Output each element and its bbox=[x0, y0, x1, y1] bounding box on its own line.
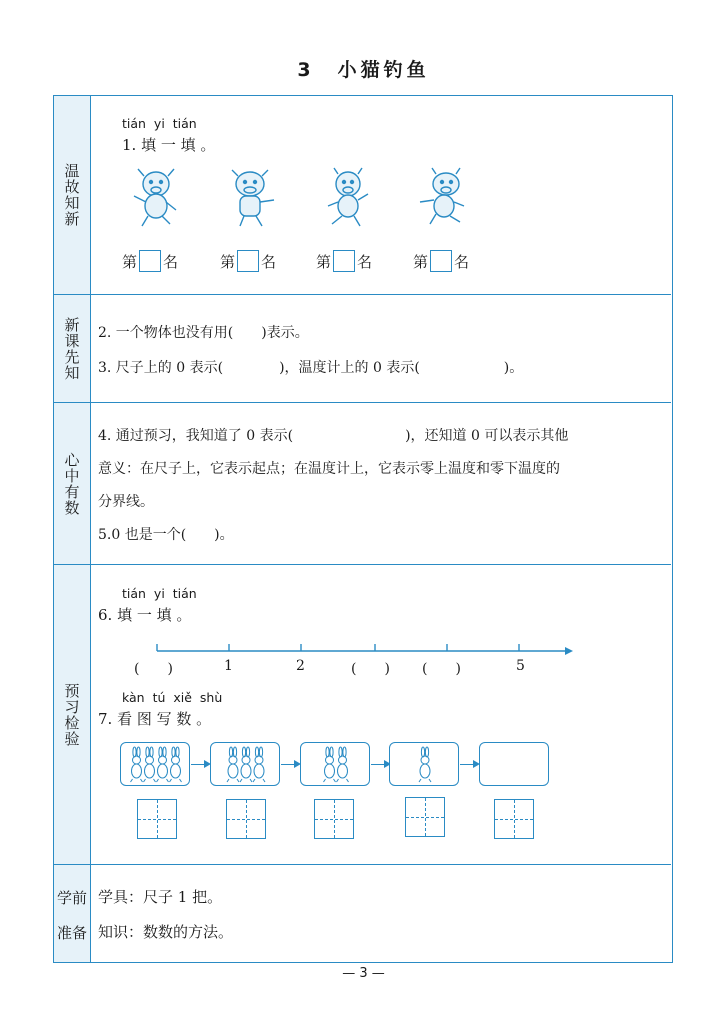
q6-label: 6. 填 一 填 。 bbox=[98, 606, 192, 624]
worksheet-table bbox=[53, 95, 673, 963]
page-title: 3 小猫钓鱼 bbox=[297, 59, 430, 81]
tick-label-0: ( ) bbox=[134, 661, 173, 677]
row-divider bbox=[54, 564, 671, 565]
rabbit-group-3-icon bbox=[301, 743, 371, 787]
rabbit-icon bbox=[240, 747, 252, 782]
rabbit-icon bbox=[227, 747, 239, 782]
arrow-icon bbox=[371, 764, 389, 765]
rabbit-icon bbox=[157, 747, 169, 782]
arrow-icon bbox=[281, 764, 299, 765]
row-divider bbox=[54, 402, 671, 403]
answer-grid-4[interactable] bbox=[405, 797, 445, 837]
cow-racer-2-icon bbox=[222, 166, 280, 228]
rank-2 bbox=[220, 250, 276, 272]
page-number: — 3 — bbox=[342, 966, 385, 981]
q6-pinyin: tián yi tián bbox=[122, 586, 197, 601]
section-prep-label bbox=[54, 865, 91, 962]
tick-label-1: 1 bbox=[224, 658, 233, 674]
rabbit-icon bbox=[253, 747, 265, 782]
rabbit-group-2-icon bbox=[211, 743, 281, 787]
q7-label: 7. 看 图 写 数 。 bbox=[98, 710, 212, 728]
picture-box-3 bbox=[300, 742, 370, 786]
answer-grid-2[interactable] bbox=[226, 799, 266, 839]
q1-pinyin: tián yi tián bbox=[122, 116, 197, 131]
rank-4 bbox=[413, 250, 469, 272]
answer-grid-1[interactable] bbox=[137, 799, 177, 839]
picture-box-4 bbox=[389, 742, 459, 786]
q4-line-3: 分界线。 bbox=[98, 494, 154, 510]
picture-box-2 bbox=[210, 742, 280, 786]
arrow-icon bbox=[460, 764, 478, 765]
prep-tools: 学具：尺子 1 把。 bbox=[98, 888, 223, 906]
rabbit-group-5-icon bbox=[480, 743, 550, 787]
rank-1-pre: 第 bbox=[122, 252, 138, 271]
answer-grid-3[interactable] bbox=[314, 799, 354, 839]
rank-3-pre: 第 bbox=[316, 252, 332, 271]
rabbit-group-1-icon bbox=[121, 743, 191, 787]
rank-2-answer-box[interactable] bbox=[237, 250, 259, 272]
section-new-lesson-label bbox=[54, 295, 91, 402]
section-preview-check-text: 预习检验 bbox=[62, 682, 81, 747]
q1-label: 1. 填 一 填 。 bbox=[122, 136, 216, 154]
rank-3 bbox=[316, 250, 372, 272]
section-in-mind-label bbox=[54, 403, 91, 564]
rabbit-icon bbox=[170, 747, 182, 782]
section-new-lesson-text: 新课先知 bbox=[62, 316, 81, 381]
q4-line-1: 4. 通过预习，我知道了 0 表示( )，还知道 0 可以表示其他 bbox=[98, 428, 569, 444]
rank-3-post: 名 bbox=[357, 252, 373, 271]
section-review-text: 温故知新 bbox=[62, 163, 81, 227]
q7-pinyin: kàn tú xiě shù bbox=[122, 690, 223, 705]
rank-1-post: 名 bbox=[163, 252, 179, 271]
tick-label-3: ( ) bbox=[351, 661, 390, 677]
tick-label-5: 5 bbox=[516, 658, 525, 674]
section-preview-check-label bbox=[54, 565, 91, 864]
rabbit-icon bbox=[337, 747, 349, 782]
rank-2-post: 名 bbox=[261, 252, 277, 271]
rank-4-answer-box[interactable] bbox=[430, 250, 452, 272]
rank-4-pre: 第 bbox=[413, 252, 429, 271]
q5-text: 5.0 也是一个( )。 bbox=[98, 527, 234, 543]
picture-box-1 bbox=[120, 742, 190, 786]
rabbit-group-4-icon bbox=[390, 743, 460, 787]
rabbit-icon bbox=[419, 747, 431, 782]
answer-grid-5[interactable] bbox=[494, 799, 534, 839]
section-review-label bbox=[54, 96, 91, 294]
rabbit-icon bbox=[144, 747, 156, 782]
row-divider bbox=[54, 294, 671, 295]
q2-text: 2. 一个物体也没有用( )表示。 bbox=[98, 325, 309, 341]
picture-box-5-empty bbox=[479, 742, 549, 786]
tick-label-4: ( ) bbox=[422, 661, 461, 677]
q4-line-2: 意义：在尺子上，它表示起点；在温度计上，它表示零上温度和零下温度的 bbox=[98, 461, 560, 477]
section-prep-text-1: 学前 bbox=[56, 889, 87, 907]
rank-2-pre: 第 bbox=[220, 252, 236, 271]
rank-4-post: 名 bbox=[454, 252, 470, 271]
prep-knowledge: 知识：数数的方法。 bbox=[98, 923, 234, 941]
cow-racer-4-icon bbox=[414, 166, 472, 228]
rank-1 bbox=[122, 250, 178, 272]
tick-label-2: 2 bbox=[296, 658, 305, 674]
cow-racer-3-icon bbox=[318, 166, 376, 228]
arrow-icon bbox=[191, 764, 209, 765]
section-in-mind-text: 心中有数 bbox=[62, 451, 81, 516]
rabbit-icon bbox=[131, 747, 143, 782]
rank-3-answer-box[interactable] bbox=[333, 250, 355, 272]
section-prep-text-2: 准备 bbox=[56, 924, 87, 942]
row-divider bbox=[54, 864, 671, 865]
rank-1-answer-box[interactable] bbox=[139, 250, 161, 272]
rabbit-icon bbox=[324, 747, 336, 782]
q3-text: 3. 尺子上的 0 表示( )，温度计上的 0 表示( )。 bbox=[98, 360, 524, 376]
cow-racer-1-icon bbox=[126, 166, 184, 228]
